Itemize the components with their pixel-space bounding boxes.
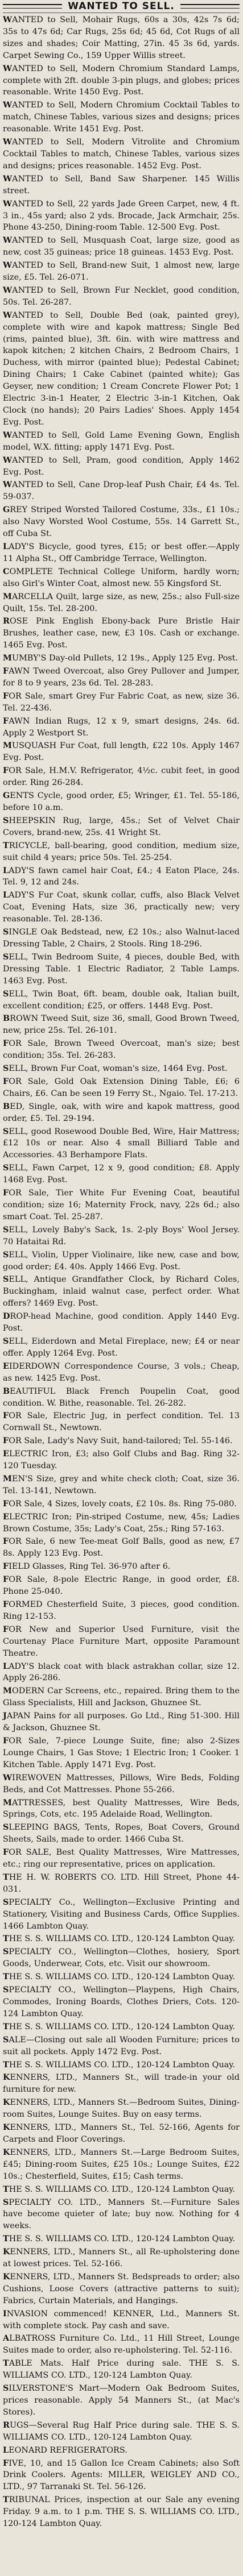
classified-ad: KENNERS, LTD., Manners St., Tel. 52-166, Agents for Carpets and Floor Coverings. — [3, 2122, 240, 2144]
classified-ad: FIVE, 10, and 15 Gallon Ice Cream Cabinets; also Soft Drink Coolers. Agents: MILLER, WEIGLEY AND CO., LTD., 97 Tarranaki St. Tel. 56-126. — [3, 2458, 240, 2492]
classified-ad: COMPLETE Technical College Uniform, hardly worn; also Girl's Winter Coat, almost new. 55 Kingsford St. — [3, 566, 240, 588]
section-title: WANTED TO SELL. — [68, 1, 175, 12]
classified-ad: FOR Sale, Tier White Fur Evening Coat, beautiful condition; size 16; Maternity Frock, navy, 22s 6d.; also smart Coat. Tel. 25-287. — [3, 1188, 240, 1221]
classified-ad: WANTED to Sell, Cane Drop-leaf Push Chair, £4 4s. Tel. 59-037. — [3, 480, 240, 502]
classified-ad: GENTS Cycle, good order, £5; Wringer, £1. Tel. 55-186, before 10 a.m. — [3, 791, 240, 812]
classified-ad: MEN'S Size, grey and white check cloth; Coat, size 36. Tel. 13-141, Newtown. — [3, 1473, 240, 1495]
classified-ad: KENNERS, LTD., Manners St. Bedspreads to order; also Cushions, Loose Covers (attractive patterns to suit); Fabrics, Curtain Materials, and Hangings. — [3, 2271, 240, 2305]
classified-ad: FAWN Indian Rugs, 12 x 9, smart designs, 24s. 6d. Apply 2 Westport St. — [3, 716, 240, 738]
classified-ad: ROSE Pink English Ebony-back Pure Bristle Hair Brushes, leather case, new, £3 10s. Cash or exchange. 1465 Evg. Post. — [3, 616, 240, 650]
classified-ad: WANTED to Sell, Pram, good condition, Apply 1462 Evg. Post. — [3, 455, 240, 477]
classified-ad: THE S. S. WILLIAMS CO. LTD., 120-124 Lambton Quay. — [3, 1934, 236, 1944]
classified-ad: TABLE Mats. Half Price during sale. THE S. S. WILLIAMS CO. LTD., 120-124 Lambton Quay. — [3, 2358, 240, 2380]
classified-ad: THE S. S. WILLIAMS CO. LTD., 120-124 Lambton Quay. — [3, 2184, 236, 2194]
classified-ad: ELECTRIC Iron; Pin-striped Costume, new, 45s; Ladies Brown Costume, 35s; Lady's Coat, 25s.; Ring 57-163. — [3, 1511, 240, 1534]
classified-ad: THE S. S. WILLIAMS CO. LTD., 120-124 Lambton Quay. — [3, 1972, 236, 1982]
classified-ad: BEAUTIFUL Black French Poupelin Coat, good condition. W. Bithe, reasonable. Tel. 26-282. — [3, 1386, 240, 1408]
classified-ad: WANTED to Sell, Brown Fur Necklet, good condition, 50s. Tel. 26-287. — [3, 285, 240, 307]
classified-ad: WANTED to Sell, Mohair Rugs, 60s a 30s, 42s 7s 6d; 35s to 47s 6d; Car Rugs, 25s 6d; 45 6d, Cot Rugs of all sizes and shades; Coir Matting, 27in. 45 3s 6d, yards. Carpet Sewing Co., 159 Upper Willis street. — [3, 15, 240, 60]
classified-ad: FOR Sale, 6 new Tee-meat Golf Balls, good as new, £7 8s. Apply 123 Evg. Post. — [3, 1536, 240, 1559]
classified-ad: SPECIALTY CO. LTD., Manners St.—Furniture Sales have become quieter of late; buy now. Nothing for 4 weeks. — [3, 2197, 240, 2231]
classified-ad: THE S. S. WILLIAMS CO. LTD., 120-124 Lambton Quay. — [3, 2021, 236, 2031]
classified-ads-list — [3, 14, 240, 2530]
classified-ad: KENNERS, LTD., Manners St.—Large Bedroom Suites, £45; Dining-room Suites, £25 10s.; Lounge Suites, £22 10s.; Chesterfield, Suites, £15; Cash terms. — [3, 2147, 240, 2181]
classified-ad: MUSQUASH Fur Coat, full length, £22 10s. Apply 1467 Evg. Post. — [3, 741, 240, 763]
classified-ad: MODERN Car Screens, etc., repaired. Bring them to the Glass Specialists, Hill and Jackson, Ghuznee St. — [3, 1686, 240, 1708]
classified-ad: ELECTRIC Iron, £3; also Golf Clubs and Bag. Ring 32-120 Tuesday. — [3, 1449, 240, 1471]
classified-ad: WANTED to Sell, Modern Chromium Standard Lamps, complete with 2ft. double 3-pin plugs, and globes; prices reasonable. Write 1450 Evg. Post. — [3, 63, 240, 97]
heading-rule-left — [3, 4, 62, 9]
classified-ad: SELL, Antique Grandfather Clock, by Richard Coles, Buckingham, inlaid walnut case, perfect order. What offers? 1469 Evg. Post. — [3, 1274, 240, 1308]
classified-ad: SALE—Closing out sale all Wooden Furniture; prices to suit all pockets. Apply 1472 Evg. Post. — [3, 2034, 240, 2056]
classified-ad: FOR Sale, Lady's Navy Suit, hand-tailored; Tel. 55-146. — [3, 1436, 233, 1446]
classified-ad: FOR Sale, H.M.V. Refrigerator, 4½c. cubit feet, in good order. Ring 26-284. — [3, 766, 240, 788]
classified-ad: ALBATROSS Furniture Co. Ltd., 11 Hill Street, Lounge Suites made to order, also re-upholstering. Tel. 52-116. — [3, 2333, 240, 2355]
classified-ad: LADY'S black coat with black astrakhan collar, size 12. Apply 26-286. — [3, 1661, 240, 1683]
classified-ad: KENNERS, LTD., Manners St., all Re-upholstering done at lowest prices. Tel. 52-166. — [3, 2247, 240, 2269]
classified-ad: LEONARD REFRIGERATORS. — [3, 2445, 127, 2455]
classified-ad: SELL, good Rosewood Double Bed, Wire, Hair Mattress; £12 10s or near. Also 4 small Billiard Table and Accessories. 43 Berhampore Flats. — [3, 1126, 240, 1160]
classified-ad: RUGS—Several Rug Half Price during sale. THE S. S. WILLIAMS CO. LTD., 120-124 Lambton Quay. — [3, 2420, 240, 2442]
classified-ad: SELL, Eiderdown and Metal Fireplace, new; £4 or near offer. Apply 1264 Evg. Post. — [3, 1336, 240, 1358]
classified-ad: THE H. W. ROBERTS CO. LTD. Hill Street, Phone 44-031. — [3, 1872, 240, 1894]
classified-ad: SELL, Twin Boat, 6ft. beam, double oak, Italian built, excellent condition; £25, or offers. 1448 Evg. Post. — [3, 988, 240, 1011]
classified-ad: SELL, Twin Bedroom Suite, 4 pieces, double Bed, with Dressing Table. 1 Electric Radiator, 2 Table Lamps. 1463 Evg. Post. — [3, 952, 240, 986]
classified-ad: SELL, Violin, Upper Violinaire, like new, case and bow, good order; £4. 40s. Apply 1466 Evg. Post. — [3, 1249, 240, 1272]
classified-ad: DROP-head Machine, good condition. Apply 1440 Evg. Post. — [3, 1311, 240, 1333]
classified-ad: FIELD Glasses, Ring Tel. 36-970 after 6. — [3, 1561, 171, 1572]
classified-ad: EIDERDOWN Correspondence Course, 3 vols.; Cheap, as new. 1425 Evg. Post. — [3, 1361, 240, 1383]
classified-ad: BED, Single, oak, with wire and kapok mattress, good order, £5. Tel. 29-194. — [3, 1101, 240, 1123]
classified-ad: SPECIALTY CO., Wellington—Playpens, High Chairs, Commodes, Ironing Boards, Clothes Driers, Cots. 120-124 Lambton Quay. — [3, 1985, 240, 2018]
classified-ad: GREY Striped Worsted Tailored Costume, 33s., £1 10s.; also Navy Worsted Wool Costume, 55s. 14 Garrett St., off Cuba St. — [3, 505, 240, 539]
classified-ad: MUMBY'S Day-old Pullets, 12 19s., Apply 125 Evg. Post. — [3, 653, 238, 663]
classified-ad: MATTRESSES, best Quality Mattresses, Wire Beds, Springs, Cots, etc. 195 Adelaide Road, Wellington. — [3, 1797, 240, 1819]
classified-ad: LADY'S Bicycle, good tyres, £15; or best offer.—Apply 11 Alpha St., Off Cambridge Terrace, Wellington. — [3, 541, 240, 563]
classified-ad: FOR SALE, Best Quality Mattresses, Wire Mattresses, etc.; ring our representative, prices on application. — [3, 1847, 240, 1869]
classified-ad: SELL, Fawn Carpet, 12 x 9, good condition; £8. Apply 1468 Evg. Post. — [3, 1163, 240, 1185]
heading-rule-right — [180, 4, 240, 9]
classified-ad: TRICYCLE, ball-bearing, good condition, medium size, suit child 4 years; price 50s. Tel. 25-254. — [3, 840, 240, 862]
classified-ad: LADY'S fawn camel hair Coat, £4.; 4 Eaton Place, 24s. Tel. 9, 12 and 24s. — [3, 865, 240, 887]
classified-ad: KENNERS, LTD., Manners St., will trade-in your old furniture for new. — [3, 2072, 240, 2095]
classified-ad: SILVERSTONE'S Mart—Modern Oak Bedroom Suites, prices reasonable. Apply 54 Manners St., (at Mac's Stores). — [3, 2383, 240, 2417]
classified-ad: FAWN Tweed Overcoat, also Grey Pullover and Jumper, for 8 to 9 years, 23s 6d. Tel. 28-283. — [3, 666, 240, 688]
classified-ad: LADY'S Fur Coat, skunk collar, cuffs, also Black Velvet Coat, Evening Hats, size 36, practically new; very reasonable. Tel. 28-136. — [3, 890, 240, 924]
classified-ad: BROWN Tweed Suit, size 36, small, Good Brown Tweed, new, price 25s. Tel. 26-101. — [3, 1013, 240, 1036]
classified-ad: SHEEPSKIN Rug, large, 45s.; Set of Velvet Chair Covers, brand-new, 25s. 41 Wright St. — [3, 815, 240, 837]
classified-ad: SPECIALTY Co., Wellington—Exclusive Printing and Stationery, Visiting and Business Cards, Office Supplies. 1466 Lambton Quay. — [3, 1897, 240, 1931]
classified-ad: FOR Sale, smart Grey Fur Fabric Coat, as new, size 36. Tel. 22-436. — [3, 691, 240, 713]
classified-ad: SINGLE Oak Bedstead, new, £2 10s.; also Walnut-laced Dressing Table, 2 Chairs, 2 Stools. Ring 18-296. — [3, 927, 240, 949]
classified-ad: FOR Sale, Gold Oak Extension Dining Table, £6; 6 Chairs, £6. Can be seen 19 Ferry St., Ngaio. Tel. 17-213. — [3, 1076, 240, 1098]
classified-ad: SELL, Lovely Baby's Sack, 1s. 2-ply Boys' Wool Jersey. 70 Hataitai Rd. — [3, 1224, 240, 1247]
classified-ad: WANTED to Sell, 22 yards Jade Green Carpet, new, 4 ft. 3 in., 45s yard; also 2 yds. Brocade, Jack Armchair, 25s. Phone 43-250, Dining-room Table. 12-500 Evg. Post. — [3, 198, 240, 232]
classified-ad: WANTED to Sell, Modern Vitrolite and Chromium Cocktail Tables to match, Chinese Tables, various sizes and designs; prices reasonable. 1452 Evg. Post. — [3, 137, 240, 171]
section-heading — [3, 0, 240, 13]
classified-ad: TRIBUNAL Prices, inspection at our Sale any evening Friday. 9 a.m. to 1 p.m. THE S. S. WILLIAMS CO. LTD., 120-124 Lambton Quay. — [3, 2495, 240, 2529]
classified-ad: WANTED to Sell, Band Saw Sharpener. 145 Willis street. — [3, 173, 240, 196]
classified-ad: INVASION commenced! KENNER, Ltd., Manners St. with complete stock. Pay cash and save. — [3, 2308, 240, 2330]
classified-ad: SPECIALTY CO., Wellington—Clothes, hosiery, Sport Goods, Underwear, Cots, etc. Visit our showroom. — [3, 1947, 240, 1969]
classified-ad: FOR New and Superior Used Furniture, visit the Courtenay Place Furniture Mart, opposite Paramount Theatre. — [3, 1624, 240, 1658]
classified-ad: THE S. S. WILLIAMS CO. LTD., 120-124 Lambton Quay. — [3, 2059, 236, 2070]
classified-ad: MARCELLA Quilt, large size, as new, 25s.; also Full-size Quilt, 15s. Tel. 28-200. — [3, 591, 240, 613]
classified-ad: FORMED Chesterfield Suite, 3 pieces, good condition. Ring 12-153. — [3, 1599, 240, 1621]
classified-ad: WANTED to Sell, Gold Lame Evening Gown, English model, W.X. fitting; apply 1471 Evg. Post. — [3, 430, 240, 452]
classified-ad: FOR Sale, 7-piece Lounge Suite, fine; also 2-Sizes Lounge Chairs, 1 Gas Stove; 1 Electric Iron; 1 Cooker. 1 Kitchen Table. Apply 1471 Evg. Post. — [3, 1735, 240, 1769]
classified-ad: JAPAN Pains for all purposes. Go Ltd., Ring 51-300. Hill & Jackson, Ghuznee St. — [3, 1711, 240, 1733]
classified-ad: FOR Sale, 4 Sizes, lovely coats, £2 10s. 8s. Ring 75-080. — [3, 1498, 237, 1509]
classified-ad: SLEEPING BAGS, Tents, Ropes, Boat Covers, Ground Sheets, Sails, made to order. 1466 Cuba St. — [3, 1822, 240, 1844]
classified-ad: WANTED to Sell, Musquash Coat, large size, good as new, cost 35 guineas; price 18 guineas. 1453 Evg. Post. — [3, 235, 240, 257]
classified-ad: WANTED to Sell, Double Bed (oak, painted grey), complete with wire and kapok mattress; Single Bed (rims, painted blue), 3ft. 6in. with wire mattress and kapok kitchen; 2 kitchen Chairs, 2 Bedroom Chairs, 1 Duchess, with mirror (painted blue); Pedestal Cabinet; Dining Chairs; 1 Cake Cabinet (painted white); Gas Geyser, new condition; 1 Cream Concrete Flower Pot; 1 Electric 3-in-1 Heater, 2 Electric 3-in-1 Kitchen, Oak Clock (no hands); 20 Pairs Ladies' Shoes. Apply 1454 Evg. Post. — [3, 310, 240, 427]
classified-ad: FOR Sale, Electric Jug, in perfect condition. Tel. 13 Cornwall St., Newtown. — [3, 1411, 240, 1433]
classified-ad: KENNERS, LTD., Manners St.—Bedroom Suites, Dining-room Suites, Lounge Suites. Buy on easy terms. — [3, 2097, 240, 2120]
classified-ad: WANTED to Sell, Modern Chromium Cocktail Tables to match, Chinese Tables, various sizes and designs; prices reasonable. Write 1451 Evg. Post. — [3, 100, 240, 134]
classified-ad: SELL, Brown Fur Coat, woman's size, 1464 Evg. Post. — [3, 1063, 228, 1074]
classified-ad: WIREWOVEN Mattresses, Pillows, Wire Beds, Folding Beds, and Cot Mattresses. Phone 55-266. — [3, 1772, 240, 1794]
classified-ad: FOR Sale, 8-pole Electric Range, in good order, £8. Phone 25-040. — [3, 1574, 240, 1597]
classified-ad: WANTED to Sell, Brand-new Suit, 1 almost new, large size, £5. Tel. 26-071. — [3, 260, 240, 282]
classified-ad: THE S. S. WILLIAMS CO. LTD., 120-124 Lambton Quay. — [3, 2234, 236, 2244]
classified-ad: FOR Sale, Brown Tweed Overcoat, man's size; best condition; 35s. Tel. 26-283. — [3, 1038, 240, 1061]
